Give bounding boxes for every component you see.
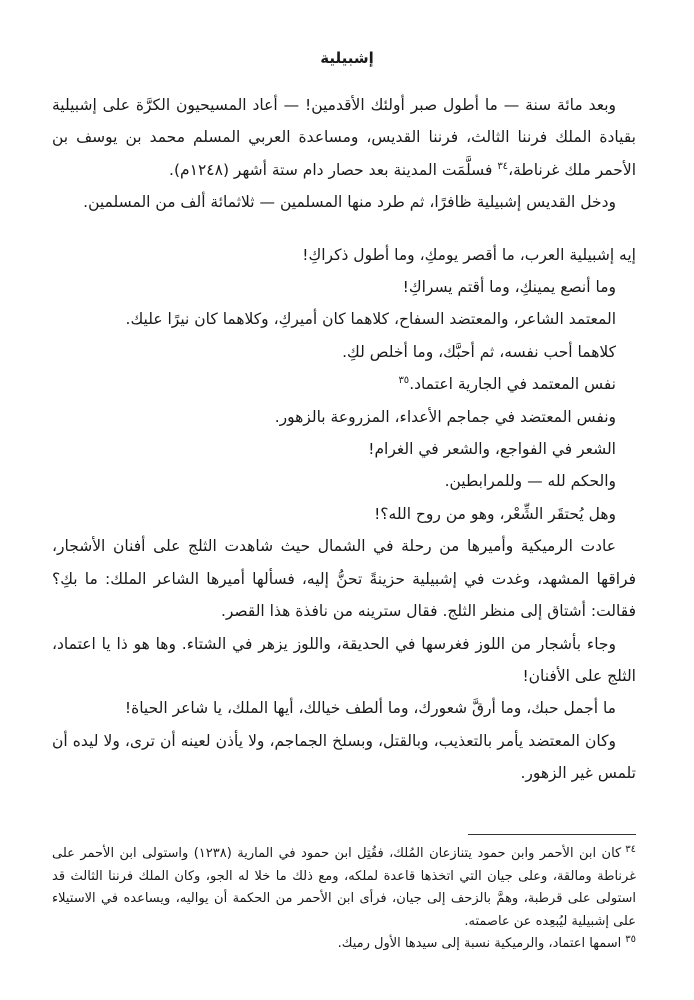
paragraph: المعتمد الشاعر، والمعتضد السفاح، كلاهما كان أميركِ، وكلاهما كان نيرًا عليك. [125,310,616,329]
paragraph: وهل يُحتقَر الشِّعْر، وهو من روح الله؟! [374,504,616,523]
footnote-divider [468,834,636,835]
paragraph: عادت الرميكية وأميرها من رحلة في الشمال حيث شاهدت الثلج على أفنان الأشجار، فراقها المشهد، وغدت في إشبيلية حزينةً تحنُّ إليه، فسألها أميرها الشاعر الملك: ما بكِ؟ فقالت: أشتاق إلى منظر الثلج. فقال سترينه من نافذة هذا القصر. [52,537,636,621]
paragraph: إيه إشبيلية العرب، ما أقصر يومكِ، وما أطول ذكراكِ! [302,245,636,264]
paragraph: الشعر في الفواجع، والشعر في الغرام! [368,440,616,459]
paragraph: وبعد مائة سنة — ما أطول صبر أولئك الأقدمين! — أعاد المسيحيون الكرَّة على إشبيلية بقيادة الملك فرننا الثالث، فرننا القديس، ومساعدة العربي المسلم محمد بن يوسف بن الأحمر ملك غرناطة،$^{٣٤}$ فسلَّمَت المدينة بعد حصار دام ستة أشهر (١٢٤٨م). [52,96,636,179]
paragraph: والحكم لله — وللمرابطين. [444,472,616,491]
footnote: $^{٣٤}$كان ابن الأحمر وابن حمود يتنازعان المُلك، فقُتِل ابن حمود في المارية (١٢٣٨) واستولى ابن الأحمر على غرناطة ومالقة، وعلى جيان التي اتخذها قاعدة لملكه، ومع ذلك ما خلا له الجو، وكان الملك فرننا الثالث قد استولى على قرطبة، وهمَّ بالزحف إلى جيان، فرأى ابن الأحمر من الحكمة أن يواليه، ويساعده في الاستيلاء على إشبيلية ليُبعِده عن عاصمته. [52,843,636,929]
main-text [52,89,636,790]
footnote-ref[interactable]: ٣٥ [398,375,410,387]
paragraph: وكان المعتضد يأمر بالتعذيب، وبالقتل، وبسلخ الجماجم، ولا يأذن لعينه أن ترى، ولا ليده أن تلمس غير الزهور. [52,731,636,783]
footnote-number: ٣٥ [625,933,636,945]
footnotes [52,843,636,956]
paragraph: ودخل القديس إشبيلية ظافرًا، ثم طرد منها المسلمين — ثلاثمائة ألف من المسلمين. [83,193,616,212]
paragraph: وما أنصع يمينكِ، وما أقتم يسراكِ! [402,278,616,297]
paragraph: كلاهما أحب نفسه، ثم أحبَّك، وما أخلص لكِ. [342,342,616,361]
paragraph: وجاء بأشجار من اللوز فغرسها في الحديقة، واللوز يزهر في الشتاء. وها هو ذا يا اعتماد، الثلج على الأفنان! [52,634,636,685]
footnote-number: ٣٤ [625,843,636,855]
running-head: إشبيلية [320,49,374,67]
paragraph: ونفس المعتضد في جماجم الأعداء، المزروعة بالزهور. [274,407,616,426]
footnote-ref[interactable]: ٣٤ [497,160,509,172]
footnote: $^{٣٥}$اسمها اعتماد، والرميكية نسبة إلى سيدها الأول رميك. [337,933,636,951]
paragraph: نفس المعتمد في الجارية اعتماد.$^{٣٥}$ [398,375,616,394]
paragraph: ما أجمل حبك، وما أرقَّ شعورك، وما ألطف خيالك، أيها الملك، يا شاعر الحياة! [124,699,616,718]
